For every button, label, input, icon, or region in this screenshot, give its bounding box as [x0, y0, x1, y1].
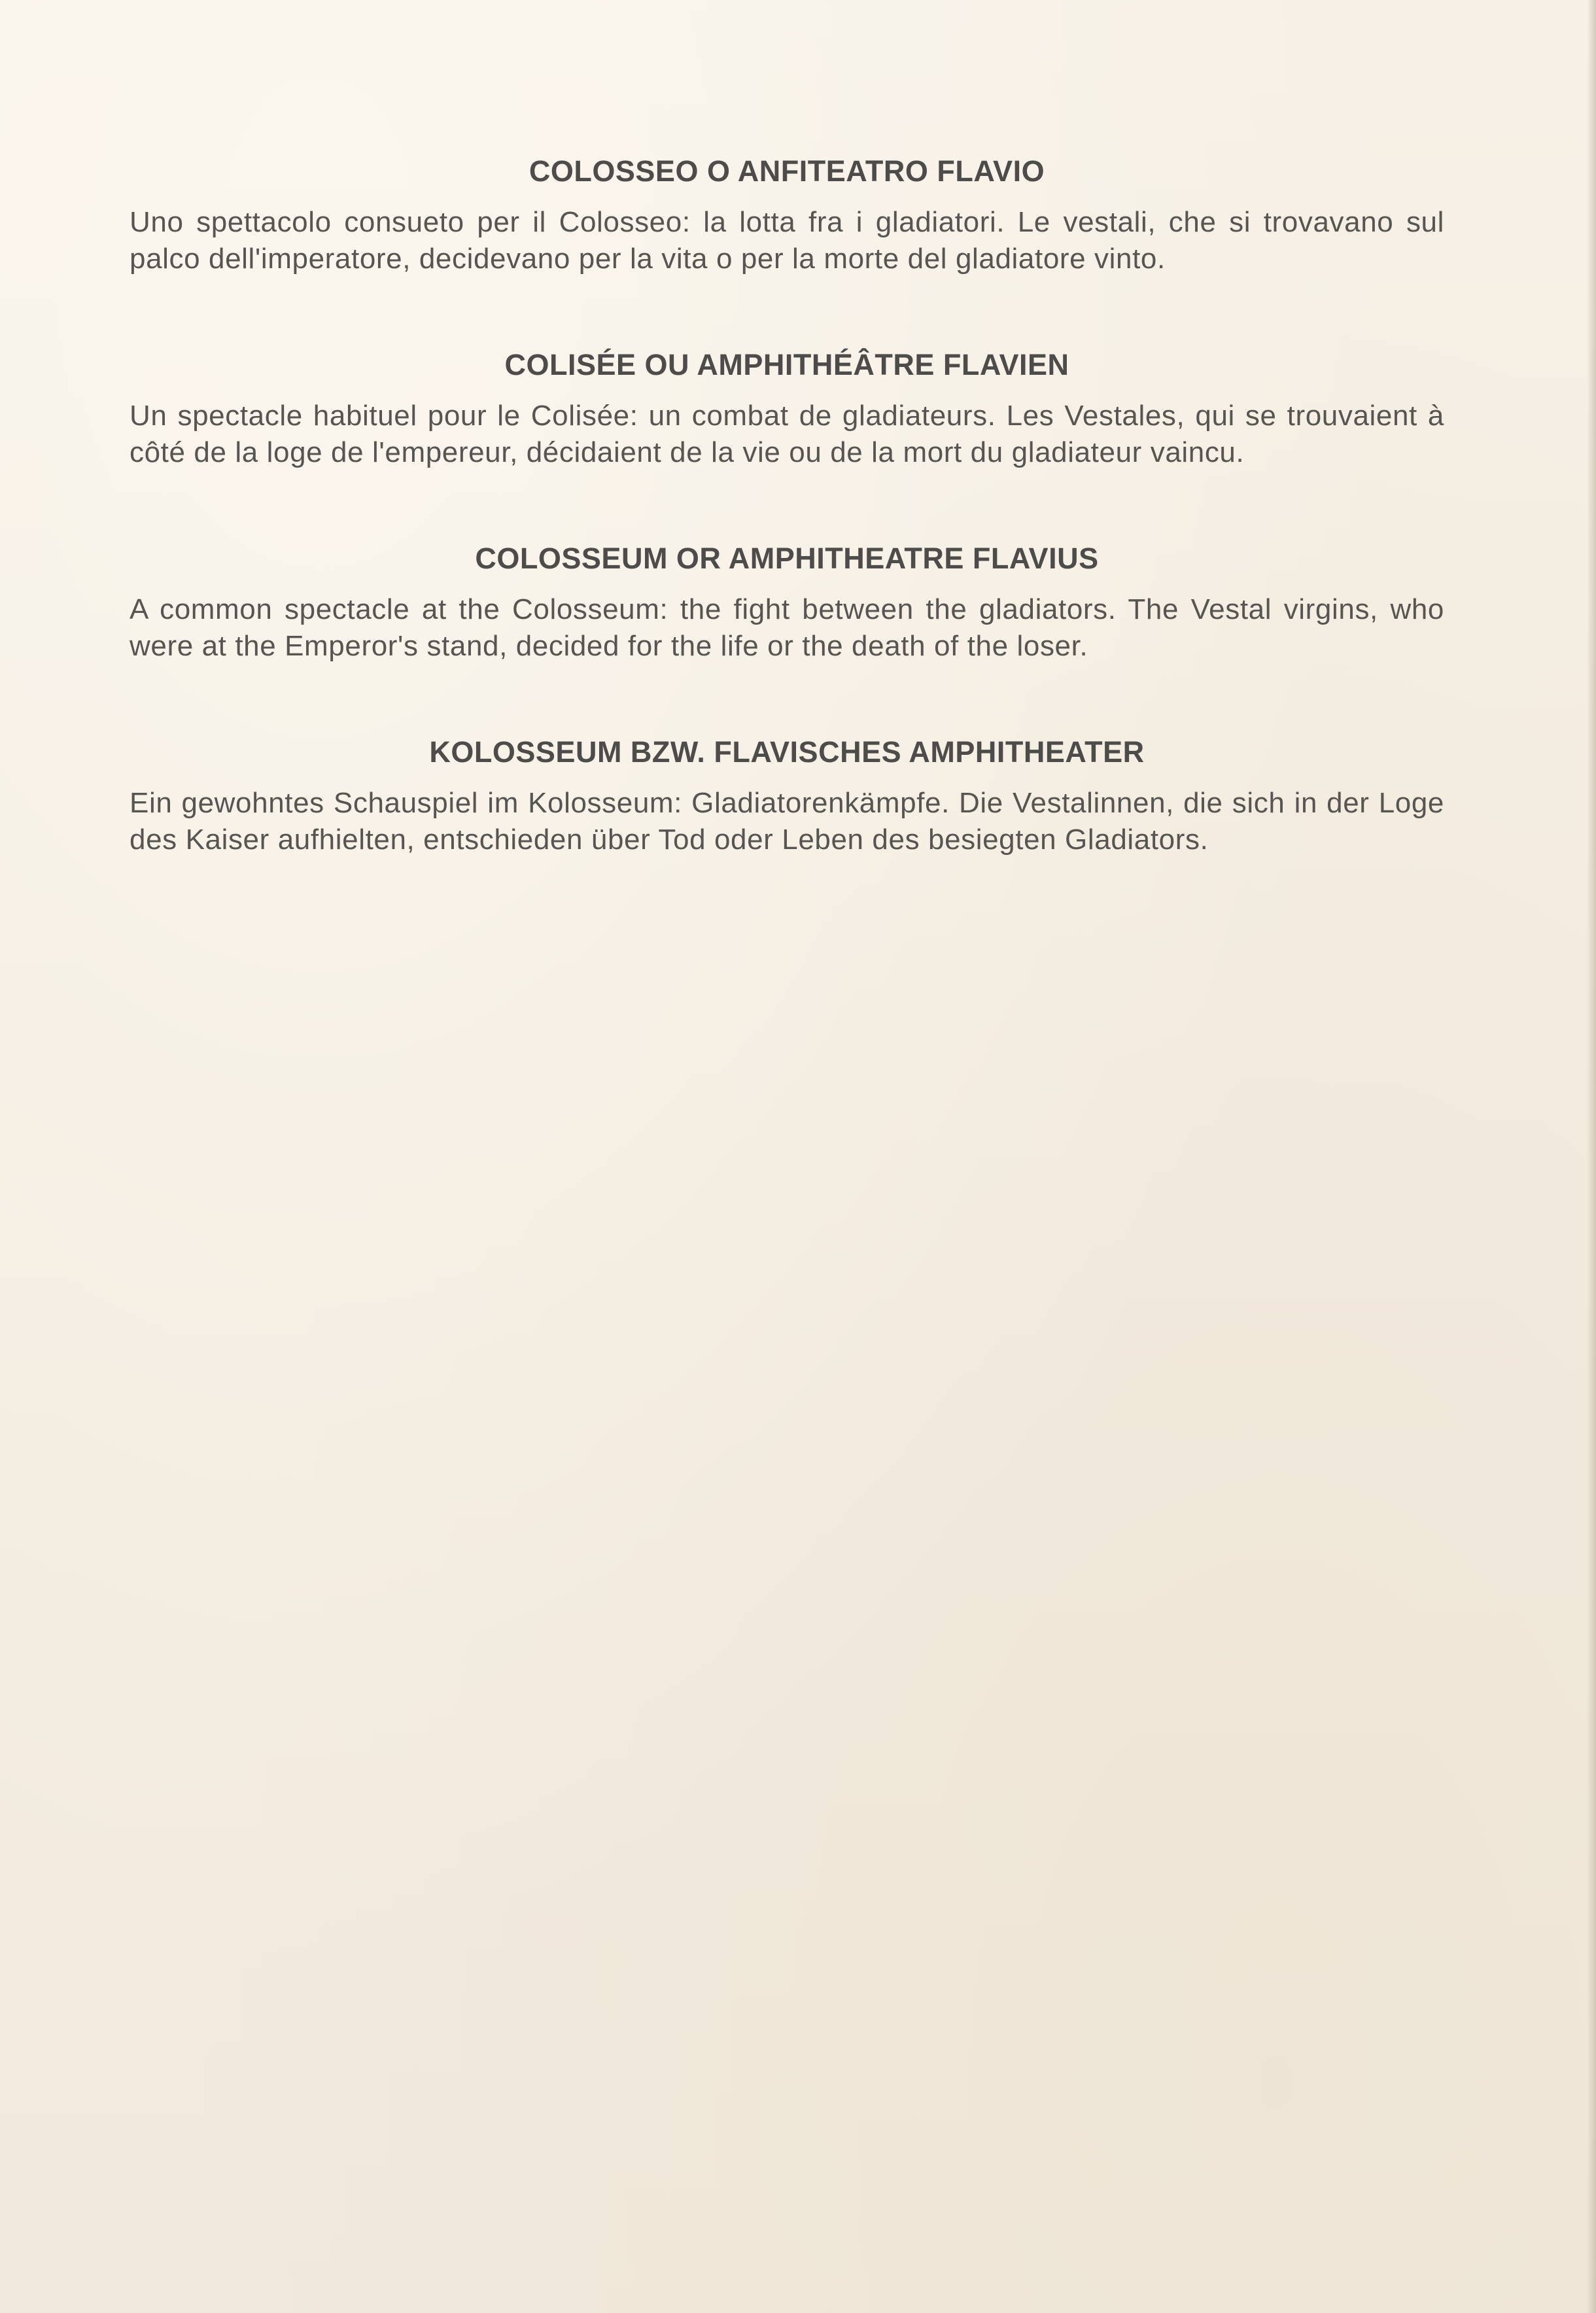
- body-english: A common spectacle at the Colosseum: the fight between the gladiators. The Vestal virgins, who were at the Emperor's stand, decided for the life or the death of the loser.: [130, 593, 1444, 662]
- heading-english: COLOSSEUM OR AMPHITHEATRE FLAVIUS: [475, 542, 1099, 575]
- heading-french: COLISÉE OU AMPHITHÉÂTRE FLAVIEN: [504, 348, 1069, 381]
- heading-italian: COLOSSEO O ANFITEATRO FLAVIO: [529, 154, 1045, 188]
- section-german: [130, 733, 1444, 858]
- section-french: [130, 345, 1444, 471]
- body-italian: Uno spettacolo consueto per il Colosseo: la lotta fra i gladiatori. Le vestali, che si trovavano sul palco dell'imperatore, decidevano per la vita o per la morte del gladiatore vinto.: [130, 206, 1444, 275]
- caption-block: [130, 152, 1444, 926]
- section-english: [130, 539, 1444, 665]
- paper-edge: [1587, 0, 1596, 2313]
- heading-german: KOLOSSEUM BZW. FLAVISCHES AMPHITHEATER: [429, 735, 1145, 769]
- body-french: Un spectacle habituel pour le Colisée: un combat de gladiateurs. Les Vestales, qui se trouvaient à côté de la loge de l'empereur, décidaient de la vie ou de la mort du gladiateur vaincu.: [130, 400, 1444, 468]
- body-german: Ein gewohntes Schauspiel im Kolosseum: Gladiatorenkämpfe. Die Vestalinnen, die sich in der Loge des Kaiser aufhielten, entschieden über Tod oder Leben des besiegten Gladiators.: [130, 787, 1444, 856]
- section-italian: [130, 152, 1444, 277]
